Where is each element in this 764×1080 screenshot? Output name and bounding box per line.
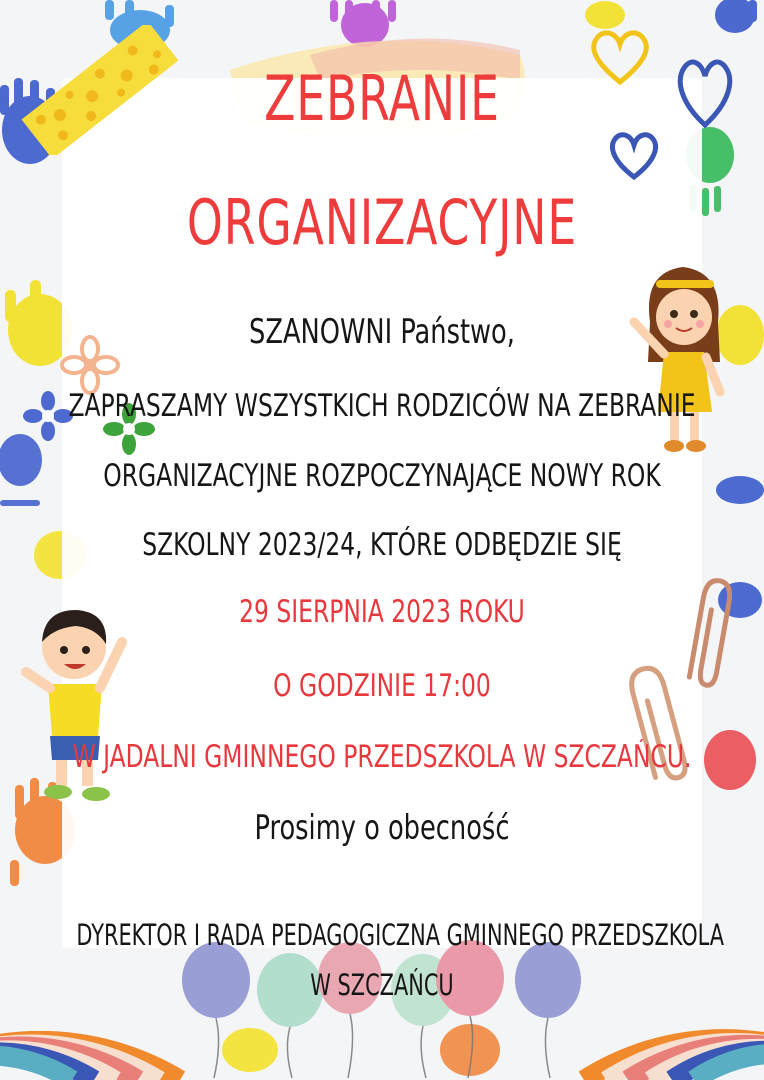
- body-line-3: SZKOLNY 2023/24, KTÓRE ODBĘDZIE SIĘ: [142, 527, 622, 563]
- title-line-1: ZEBRANIE: [264, 62, 500, 135]
- handprint-icon: [0, 434, 42, 506]
- title-line-2: ORGANIZACYJNE: [186, 186, 578, 259]
- meeting-time: O GODZINIE 17:00: [273, 668, 491, 704]
- signature-line-1: DYREKTOR I RADA PEDAGOGICZNA GMINNEGO PRZEDSZKOLA: [76, 918, 725, 952]
- signature-line-2: W SZCZAŃCU: [310, 968, 454, 1002]
- handprint-icon: [330, 0, 396, 47]
- attendance-request: Prosimy o obecność: [254, 808, 510, 848]
- body-line-2: ORGANIZACYJNE ROZPOCZYNAJĄCE NOWY ROK: [103, 458, 661, 494]
- greeting: SZANOWNI Państwo,: [249, 312, 515, 352]
- handprint-icon: [715, 0, 757, 33]
- handprint-icon: [704, 730, 756, 790]
- boy-illustration: [18, 602, 138, 807]
- girl-illustration: [628, 262, 738, 462]
- meeting-place: W JADALNI GMINNEGO PRZEDSZKOLA W SZCZAŃCU.: [72, 739, 692, 775]
- balloon-icon: [178, 938, 598, 1080]
- meeting-date: 29 SIERPNIA 2023 ROKU: [239, 594, 525, 630]
- body-line-1: ZAPRASZAMY WSZYSTKICH RODZICÓW NA ZEBRANIE: [68, 388, 696, 424]
